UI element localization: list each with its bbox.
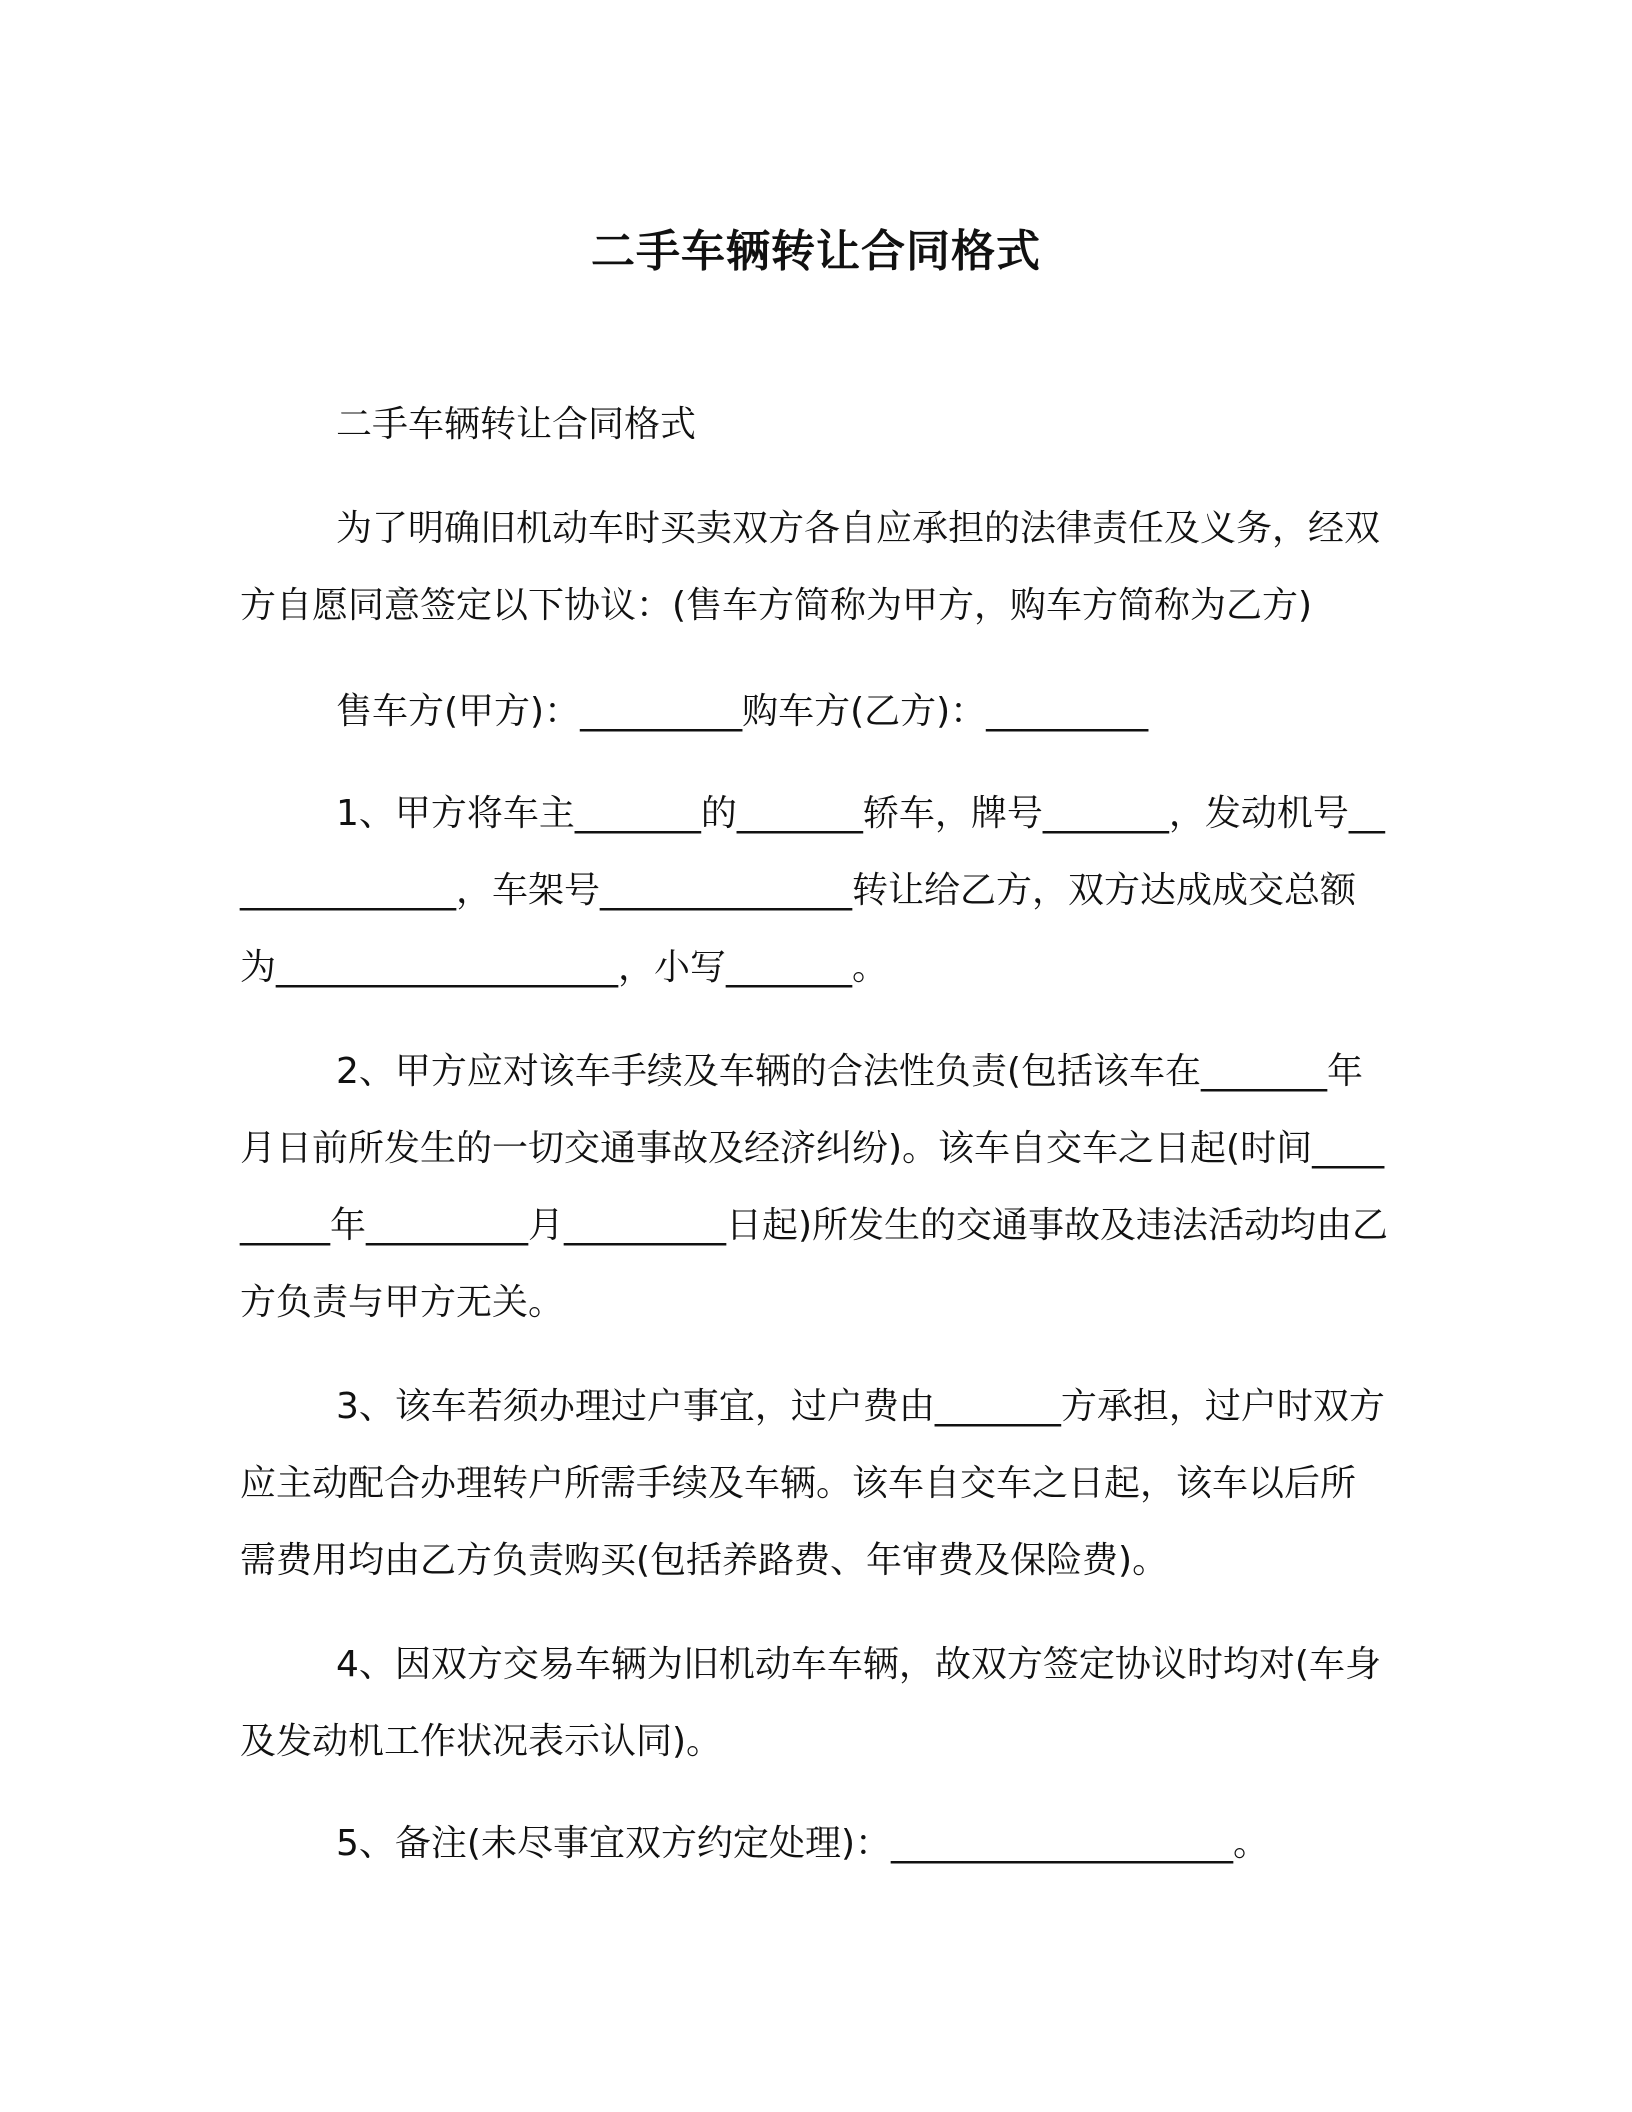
intro-paragraph: 为了明确旧机动车时买卖双方各自应承担的法律责任及义务，经双方自愿同意签定以下协议：(售车方简称为甲方，购车方简称为乙方) [240, 508, 1381, 626]
clause-2: 2、甲方应对该车手续及车辆的合法性负责(包括该车在_______年月日前所发生的一切交通事故及经济纠纷)。该车自交车之日起(时间_________年_________月_________日起)所发生的交通事故及违法活动均由乙方负责与甲方无关。 [240, 1051, 1389, 1323]
clause-3: 3、该车若须办理过户事宜，过户费由_______方承担，过户时双方应主动配合办理转户所需手续及车辆。该车自交车之日起，该车以后所需费用均由乙方负责购买(包括养路费、年审费及保险费)。 [240, 1386, 1385, 1581]
document-subtitle: 二手车辆转让合同格式 [336, 404, 697, 445]
parties-line: 售车方(甲方)：_________购车方(乙方)：_________ [336, 691, 1149, 732]
clause-1: 1、甲方将车主_______的_______轿车，牌号_______，发动机号______________，车架号______________转让给乙方，双方达成成交总额为___________________，小写_______。 [240, 793, 1385, 988]
clause-4: 4、因双方交易车辆为旧机动车车辆，故双方签定协议时均对(车身及发动机工作状况表示认同)。 [240, 1644, 1381, 1762]
clause-5: 5、备注(未尽事宜双方约定处理)：___________________。 [336, 1823, 1269, 1864]
document-title: 二手车辆转让合同格式 [591, 226, 1041, 277]
